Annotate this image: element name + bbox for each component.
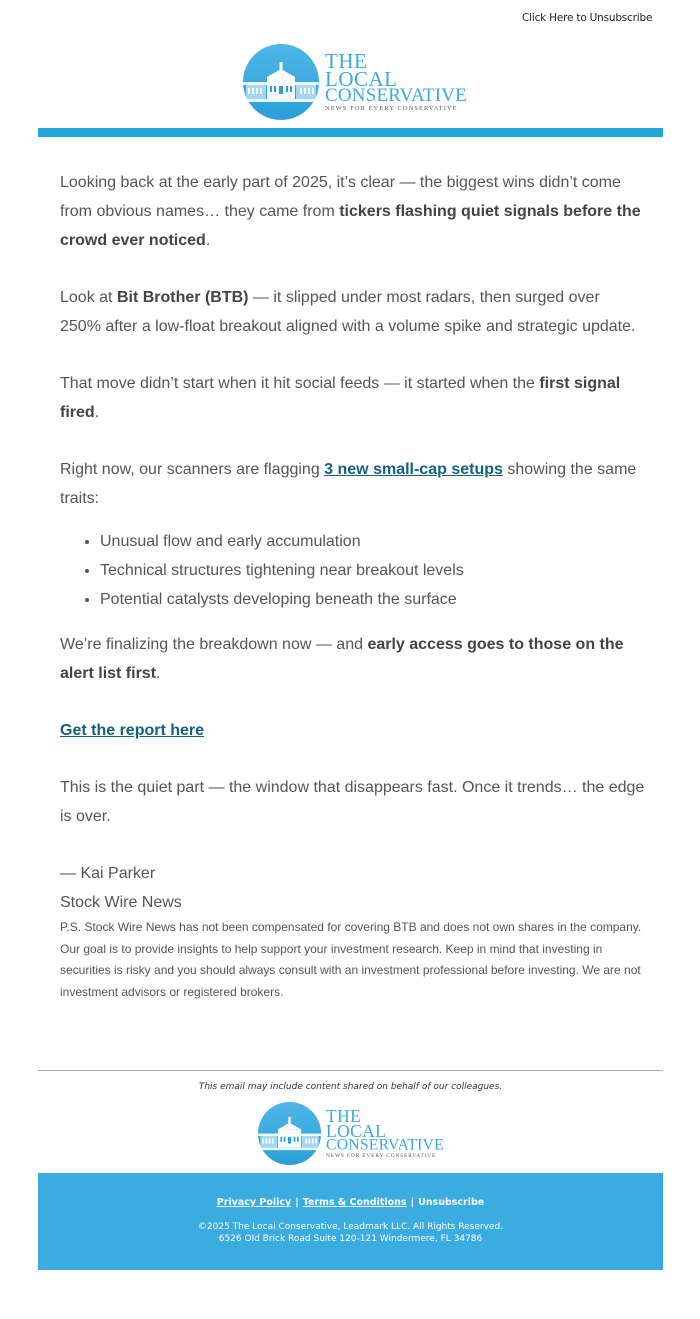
terms-conditions-link[interactable]: Terms & Conditions xyxy=(302,1197,407,1208)
footer-brand-logo[interactable] xyxy=(258,1102,444,1165)
small-cap-setups-link[interactable]: 3 new small-cap setups xyxy=(324,461,503,478)
get-report-link[interactable]: Get the report here xyxy=(60,722,205,739)
capitol-building-icon xyxy=(258,1102,321,1165)
footer-band xyxy=(38,1173,663,1270)
paragraph-early-access: We’re finalizing the breakdown now — and early access goes to those on the alert list first. xyxy=(60,636,624,682)
traits-list xyxy=(100,527,645,614)
paragraph-intro: Looking back at the early part of 2025, it’s clear — the biggest wins didn’t come from obvious names… they came from tickers flashing quiet signals before the crowd ever noticed. xyxy=(60,174,641,249)
paragraph-closing: This is the quiet part — the window that disappears fast. Once it trends… the edge is over. xyxy=(60,779,645,825)
email-body xyxy=(60,168,645,1031)
list-item: • Technical structures tightening near breakout levels xyxy=(100,556,645,585)
privacy-policy-link[interactable]: Privacy Policy xyxy=(216,1197,292,1208)
list-item: • Unusual flow and early accumulation xyxy=(100,527,645,556)
unsubscribe-link-top[interactable]: Click Here to Unsubscribe xyxy=(522,12,653,24)
logo-tagline: NEWS FOR EVERY CONSERVATIVE xyxy=(326,1153,437,1159)
logo-tagline: NEWS FOR EVERY CONSERVATIVE xyxy=(325,105,458,113)
logo-wordmark: THE LOCAL CONSERVATIVE NEWS FOR EVERY CONSERVATIVE xyxy=(326,1106,444,1159)
logo-wordmark: THE LOCAL CONSERVATIVE NEWS FOR EVERY CONSERVATIVE xyxy=(325,49,467,113)
footer-note: This email may include content shared on behalf of our colleagues. xyxy=(198,1082,503,1092)
paragraph-btb: Look at Bit Brother (BTB) — it slipped under most radars, then surged over 250% after a low-float breakout aligned with a volume spike and strategic update. xyxy=(60,289,636,335)
signature-org: Stock Wire News xyxy=(60,894,182,911)
list-item: • Potential catalysts developing beneath the surface xyxy=(100,585,645,614)
paragraph-scanners: Right now, our scanners are flagging 3 new small-cap setups showing the same traits: xyxy=(60,461,637,507)
footer-links: Privacy Policy | Terms & Conditions | Unsubscribe xyxy=(216,1197,485,1208)
brand-logo[interactable] xyxy=(243,44,467,120)
disclaimer: P.S. Stock Wire News has not been compensated for covering BTB and does not own shares in the company. Our goal is to provide insights to help support your investment research. Keep in mind that investing in securities is risky and you should always consult with an investment professional before investing. We are not investment advisors or registered brokers. xyxy=(60,920,642,999)
footer-divider xyxy=(38,1070,663,1071)
footer-address: 6526 Old Brick Road Suite 120-121 Windermere, FL 34786 xyxy=(218,1233,483,1244)
unsubscribe-link-footer[interactable]: Unsubscribe xyxy=(418,1197,485,1208)
footer-copyright: ©2025 The Local Conservative, Leadmark LLC. All Rights Reserved. 6526 Old Brick Road Suite 120-121 Windermere, FL 34786 xyxy=(38,1222,663,1245)
capitol-building-icon xyxy=(243,44,319,120)
signature-name: — Kai Parker xyxy=(60,865,156,882)
paragraph-cta xyxy=(60,716,645,745)
paragraph-signal: That move didn’t start when it hit social feeds — it started when the first signal fired. xyxy=(60,375,621,421)
header-divider-bar xyxy=(38,128,663,137)
